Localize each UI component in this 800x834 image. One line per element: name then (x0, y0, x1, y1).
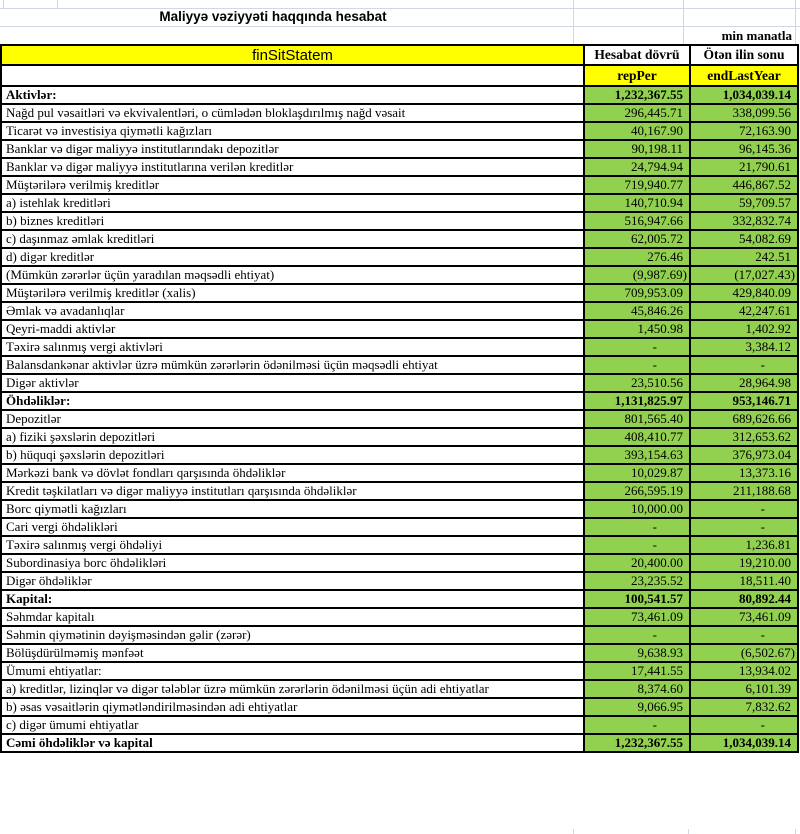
row-value-end-last-year: 59,709.57 (690, 194, 798, 212)
row-value-end-last-year: 429,840.09 (690, 284, 798, 302)
gridline (573, 829, 574, 834)
row-value-reporting-period: 9,638.93 (584, 644, 690, 662)
table-row (1, 104, 798, 122)
row-value-end-last-year: 242.51 (690, 248, 798, 266)
table-row (1, 266, 798, 284)
row-value-reporting-period: 393,154.63 (584, 446, 690, 464)
row-label: Ümumi ehtiyatlar: (1, 662, 584, 680)
row-label: Qeyri-maddi aktivlər (1, 320, 584, 338)
table-row (1, 86, 798, 104)
row-value-reporting-period: 266,595.19 (584, 482, 690, 500)
gridline (0, 26, 800, 27)
row-value-reporting-period: 9,066.95 (584, 698, 690, 716)
row-value-end-last-year: 21,790.61 (690, 158, 798, 176)
row-label: Subordinasiya borc öhdəlikləri (1, 554, 584, 572)
row-value-end-last-year: 1,236.81 (690, 536, 798, 554)
unit-note: min manatla (721, 28, 792, 43)
table-row (1, 374, 798, 392)
row-label: Mərkəzi bank və dövlət fondları qarşısında öhdəliklər (1, 464, 584, 482)
table-row (1, 644, 798, 662)
gridline (795, 829, 796, 834)
row-value-reporting-period: 719,940.77 (584, 176, 690, 194)
statement-name-header: finSitStatem (1, 45, 584, 65)
row-value-end-last-year: 312,653.62 (690, 428, 798, 446)
row-value-end-last-year: - (690, 500, 798, 518)
row-value-reporting-period: 1,232,367.55 (584, 734, 690, 752)
row-value-reporting-period: - (584, 536, 690, 554)
row-value-end-last-year: 3,384.12 (690, 338, 798, 356)
row-label: b) biznes kreditləri (1, 212, 584, 230)
row-label: Cari vergi öhdəlikləri (1, 518, 584, 536)
row-value-end-last-year: 80,892.44 (690, 590, 798, 608)
table-row (1, 698, 798, 716)
row-label: Digər aktivlər (1, 374, 584, 392)
gridline (573, 0, 574, 44)
row-value-end-last-year: 13,373.16 (690, 464, 798, 482)
row-value-reporting-period: - (584, 338, 690, 356)
row-value-reporting-period: 709,953.09 (584, 284, 690, 302)
row-value-end-last-year: 338,099.56 (690, 104, 798, 122)
row-label: Kapital: (1, 590, 584, 608)
gridline (3, 0, 4, 8)
table-row (1, 518, 798, 536)
row-value-reporting-period: 408,410.77 (584, 428, 690, 446)
table-row (1, 662, 798, 680)
table-row (1, 410, 798, 428)
row-value-reporting-period: - (584, 716, 690, 734)
row-value-reporting-period: 10,029.87 (584, 464, 690, 482)
end-last-year-header: Ötən ilin sonu (690, 45, 798, 65)
row-value-reporting-period: 1,450.98 (584, 320, 690, 338)
row-value-reporting-period: 23,235.52 (584, 572, 690, 590)
row-value-end-last-year: 1,034,039.14 (690, 734, 798, 752)
row-value-end-last-year: 953,146.71 (690, 392, 798, 410)
table-row (1, 464, 798, 482)
blank-header-cell (1, 65, 584, 86)
table-body (1, 86, 798, 752)
row-label: Banklar və digər maliyyə institutlarına verilən kreditlər (1, 158, 584, 176)
row-value-reporting-period: 62,005.72 (584, 230, 690, 248)
report-title: Maliyyə vəziyyəti haqqında hesabat (159, 9, 387, 24)
row-label: Təxirə salınmış vergi öhdəliyi (1, 536, 584, 554)
table-row (1, 536, 798, 554)
row-value-end-last-year: (6,502.67) (690, 644, 798, 662)
row-label: Depozitlər (1, 410, 584, 428)
row-label: (Mümkün zərərlər üçün yaradılan məqsədli ehtiyat) (1, 266, 584, 284)
table-row (1, 590, 798, 608)
table-row (1, 140, 798, 158)
table-row (1, 122, 798, 140)
table-row (1, 338, 798, 356)
row-value-end-last-year: - (690, 716, 798, 734)
financial-statement-table (0, 44, 799, 753)
table-row (1, 248, 798, 266)
row-label: c) digər ümumi ehtiyatlar (1, 716, 584, 734)
row-value-end-last-year: 332,832.74 (690, 212, 798, 230)
table-row (1, 500, 798, 518)
row-value-reporting-period: - (584, 626, 690, 644)
table-row (1, 554, 798, 572)
row-value-end-last-year: 7,832.62 (690, 698, 798, 716)
row-value-end-last-year: 96,145.36 (690, 140, 798, 158)
table-row (1, 194, 798, 212)
table-row (1, 356, 798, 374)
table-row (1, 446, 798, 464)
row-label: Öhdəliklər: (1, 392, 584, 410)
row-value-reporting-period: 24,794.94 (584, 158, 690, 176)
row-value-end-last-year: 376,973.04 (690, 446, 798, 464)
table-row (1, 320, 798, 338)
row-label: a) fiziki şəxslərin depozitləri (1, 428, 584, 446)
row-value-end-last-year: 446,867.52 (690, 176, 798, 194)
row-value-reporting-period: (9,987.69) (584, 266, 690, 284)
row-value-reporting-period: 45,846.26 (584, 302, 690, 320)
row-value-reporting-period: - (584, 356, 690, 374)
row-label: Balansdankənar aktivlər üzrə mümkün zərərlərin ödənilməsi üçün məqsədli ehtiyat (1, 356, 584, 374)
row-value-reporting-period: 73,461.09 (584, 608, 690, 626)
end-last-year-code-header: endLastYear (690, 65, 798, 86)
row-value-end-last-year: 13,934.02 (690, 662, 798, 680)
row-value-end-last-year: - (690, 356, 798, 374)
row-value-reporting-period: 276.46 (584, 248, 690, 266)
row-value-end-last-year: 6,101.39 (690, 680, 798, 698)
row-label: Borc qiymətli kağızları (1, 500, 584, 518)
row-value-reporting-period: 1,232,367.55 (584, 86, 690, 104)
row-label: Kredit təşkilatları və digər maliyyə institutları qarşısında öhdəliklər (1, 482, 584, 500)
table-row (1, 176, 798, 194)
table-row (1, 680, 798, 698)
row-label: a) kreditlər, lizinqlər və digər tələblər üzrə mümkün zərərlərin ödənilməsi üçün adi ehtiyatlar (1, 680, 584, 698)
gridline (795, 0, 796, 44)
row-label: a) istehlak kreditləri (1, 194, 584, 212)
table-row (1, 428, 798, 446)
row-value-end-last-year: 72,163.90 (690, 122, 798, 140)
row-value-reporting-period: 516,947.66 (584, 212, 690, 230)
row-value-end-last-year: 211,188.68 (690, 482, 798, 500)
row-label: b) hüquqi şəxslərin depozitləri (1, 446, 584, 464)
row-value-end-last-year: 1,402.92 (690, 320, 798, 338)
row-value-end-last-year: 73,461.09 (690, 608, 798, 626)
reporting-period-header: Hesabat dövrü (584, 45, 690, 65)
row-value-reporting-period: 296,445.71 (584, 104, 690, 122)
table-row (1, 482, 798, 500)
table-row (1, 212, 798, 230)
table-row (1, 716, 798, 734)
table-row (1, 734, 798, 752)
row-value-end-last-year: 689,626.66 (690, 410, 798, 428)
row-label: Nağd pul vəsaitləri və ekvivalentləri, o cümlədən bloklaşdırılmış nağd vəsait (1, 104, 584, 122)
row-value-reporting-period: 23,510.56 (584, 374, 690, 392)
row-value-reporting-period: 10,000.00 (584, 500, 690, 518)
row-value-reporting-period: 20,400.00 (584, 554, 690, 572)
row-value-end-last-year: 19,210.00 (690, 554, 798, 572)
rep-per-code-header: repPer (584, 65, 690, 86)
row-value-end-last-year: 18,511.40 (690, 572, 798, 590)
row-value-reporting-period: 8,374.60 (584, 680, 690, 698)
row-value-reporting-period: 140,710.94 (584, 194, 690, 212)
row-value-reporting-period: 1,131,825.97 (584, 392, 690, 410)
row-label: Müştərilərə verilmiş kreditlər (xalis) (1, 284, 584, 302)
row-label: Digər öhdəliklər (1, 572, 584, 590)
row-value-reporting-period: 90,198.11 (584, 140, 690, 158)
row-label: b) əsas vəsaitlərin qiymətləndirilməsindən adi ehtiyatlar (1, 698, 584, 716)
row-value-reporting-period: 17,441.55 (584, 662, 690, 680)
row-label: Ticarət və investisiya qiymətli kağızları (1, 122, 584, 140)
table-row (1, 158, 798, 176)
row-value-reporting-period: 100,541.57 (584, 590, 690, 608)
row-label: c) daşınmaz əmlak kreditləri (1, 230, 584, 248)
row-value-reporting-period: 801,565.40 (584, 410, 690, 428)
row-label: d) digər kreditlər (1, 248, 584, 266)
row-label: Səhmin qiymətinin dəyişməsindən gəlir (zərər) (1, 626, 584, 644)
row-value-end-last-year: 42,247.61 (690, 302, 798, 320)
row-label: Banklar və digər maliyyə institutlarındakı depozitlər (1, 140, 584, 158)
table-row (1, 230, 798, 248)
row-value-end-last-year: 1,034,039.14 (690, 86, 798, 104)
table-row (1, 302, 798, 320)
table-row (1, 572, 798, 590)
row-label: Əmlak və avadanlıqlar (1, 302, 584, 320)
row-value-end-last-year: (17,027.43) (690, 266, 798, 284)
row-value-reporting-period: 40,167.90 (584, 122, 690, 140)
row-value-reporting-period: - (584, 518, 690, 536)
row-value-end-last-year: - (690, 626, 798, 644)
row-label: Cəmi öhdəliklər və kapital (1, 734, 584, 752)
row-label: Müştərilərə verilmiş kreditlər (1, 176, 584, 194)
header-row-titles (1, 45, 798, 65)
table-row (1, 392, 798, 410)
gridline (688, 829, 689, 834)
row-label: Aktivlər: (1, 86, 584, 104)
row-label: Təxirə salınmış vergi aktivləri (1, 338, 584, 356)
header-row-codes (1, 65, 798, 86)
row-value-end-last-year: - (690, 518, 798, 536)
table-row (1, 284, 798, 302)
row-label: Bölüşdürülməmiş mənfəət (1, 644, 584, 662)
gridline (57, 0, 58, 8)
table-row (1, 608, 798, 626)
row-value-end-last-year: 28,964.98 (690, 374, 798, 392)
table-row (1, 626, 798, 644)
row-value-end-last-year: 54,082.69 (690, 230, 798, 248)
row-label: Səhmdar kapitalı (1, 608, 584, 626)
